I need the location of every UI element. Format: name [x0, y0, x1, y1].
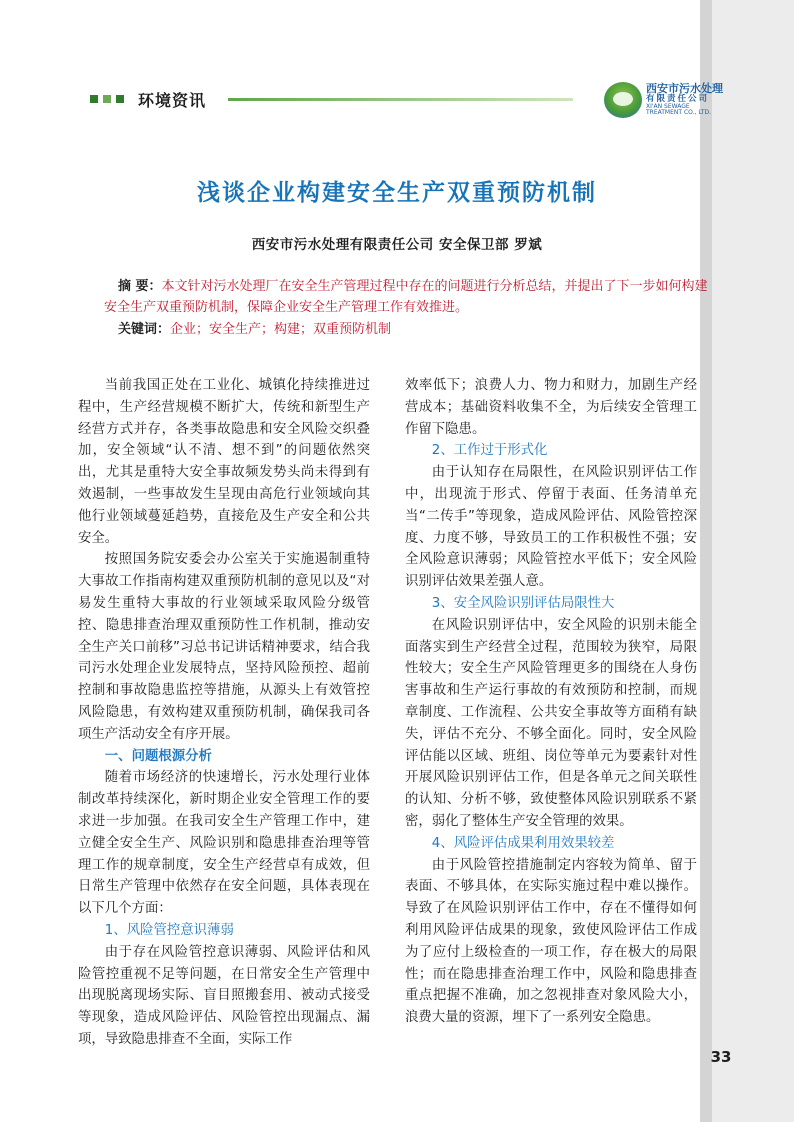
subsection-heading: 2、工作过于形式化 [431, 443, 548, 459]
square-icon [90, 95, 98, 103]
keywords-text: 企业；安全生产；构建；双重预防机制 [170, 322, 392, 337]
page-number: 33 [710, 1048, 732, 1066]
abstract-text: 本文针对污水处理厂在安全生产管理过程中存在的问题进行分析总结，并提出了下一步如何构建安全生产双重预防机制，保障企业安全生产管理工作有效推进。 [104, 279, 708, 315]
paragraph: 效率低下；浪费人力、物力和财力，加剧生产经营成本；基础资料收集不全，为后续安全管理工作留下隐患。 [405, 378, 697, 437]
right-margin-fill [712, 0, 794, 1122]
square-icon [103, 95, 111, 103]
logo-name-cn: 西安市污水处理 [646, 82, 723, 96]
section-heading: 一、问题根源分析 [104, 748, 212, 764]
abstract [104, 276, 709, 318]
logo-name-en2: TREATMENT CO., LTD. [646, 109, 712, 117]
subsection-heading: 3、安全风险识别评估局限性大 [431, 595, 615, 611]
article-author: 西安市污水处理有限责任公司 安全保卫部 罗斌 [251, 237, 543, 253]
paragraph: 由于认知存在局限性，在风险识别评估工作中，出现流于形式、停留于表面、任务清单充当“二传手”等现象，造成风险评估、风险管控深度、力度不够，导致员工的工作积极性不强；安全风险意识薄弱；风险管控水平低下；安全风险识别评估效果差强人意。 [405, 465, 697, 590]
paragraph: 当前我国正处在工业化、城镇化持续推进过程中，生产经营规模不断扩大，传统和新型生产经营方式并存，各类事故隐患和安全风险交织叠加，安全领域“认不清、想不到”的问题依然突出，尤其是重特大安全事故频发势头尚未得到有效遏制，一些事故发生呈现由高危行业领域向其他行业领域蔓延趋势，直接危及生产安全和公共安全。 [78, 378, 370, 546]
keywords [118, 319, 708, 340]
logo-name-cn2: 有限责任公司 [646, 94, 710, 105]
abstract-label: 摘 要： [118, 279, 162, 294]
square-icon [116, 95, 124, 103]
section-title: 环境资讯 [138, 91, 207, 110]
logo-name-en1: XI'AN SEWAGE [646, 102, 690, 110]
logo-icon [604, 82, 642, 118]
header-divider [228, 98, 573, 101]
subsection-heading: 1、风险管控意识薄弱 [104, 922, 234, 938]
paragraph: 由于风险管控措施制定内容较为简单、留于表面、不够具体，在实际实施过程中难以操作。导致了在风险识别评估工作中，存在不懂得如何利用风险评估成果的现象，致使风险评估工作成为了应付上级检查的一项工作，存在极大的局限性；而在隐患排查治理工作中，风险和隐患排查重点把握不准确，加之忽视排查对象风险大小，浪费大量的资源，埋下了一系列安全隐患。 [405, 857, 697, 1026]
paragraph: 在风险识别评估中，安全风险的识别未能全面落实到生产经营全过程，范围较为狭窄，局限性较大；安全生产风险管理更多的围绕在人身伤害事故和生产运行事故的有效预防和控制，而规章制度、工作流程、公共安全事故等方面稍有缺失，评估不充分、不够全面化。同时，安全风险评估能以区域、班组、岗位等单元为要素针对性开展风险识别评估工作，但是各单元之间关联性的认知、分析不够，致使整体风险识别联系不紧密，弱化了整体生产安全管理的效果。 [405, 617, 697, 829]
keywords-label: 关键词： [118, 322, 171, 337]
paragraph: 按照国务院安委会办公室关于实施遏制重特大事故工作指南构建双重预防机制的意见以及“对易发生重特大事故的行业领域采取风险分级管控、隐患排查治理双重预防性工作机制，推动安全生产关口前移”习总书记讲话精神要求，结合我司污水处理企业发展特点，坚持风险预控、超前控制和事故隐患监控等措施，从源头上有效管控风险隐患，有效构建双重预防机制，确保我司各项生产活动安全有序开展。 [78, 552, 370, 742]
body-column-left [78, 375, 370, 1051]
subsection-heading: 4、风险评估成果利用效果较差 [431, 835, 615, 851]
article-title: 浅谈企业构建安全生产双重预防机制 [197, 180, 597, 206]
header-decor-squares [90, 95, 124, 103]
paragraph: 由于存在风险管控意识薄弱、风险评估和风险管控重视不足等问题，在日常安全生产管理中出现脱离现场实际、盲目照搬套用、被动式接受等现象，造成风险评估、风险管控出现漏点、漏项，导致隐患排查不全面，实际工作 [78, 944, 370, 1047]
paragraph: 随着市场经济的快速增长，污水处理行业体制改革持续深化，新时期企业安全管理工作的要求进一步加强。在我司安全生产管理工作中，建立健全安全生产、风险识别和隐患排查治理等管理工作的规章制度，安全生产经营卓有成效，但日常生产管理中依然存在安全问题，具体表现在以下几个方面： [78, 770, 370, 917]
right-margin-bar [700, 0, 712, 1122]
company-logo [604, 82, 723, 118]
body-column-right [405, 375, 697, 1029]
